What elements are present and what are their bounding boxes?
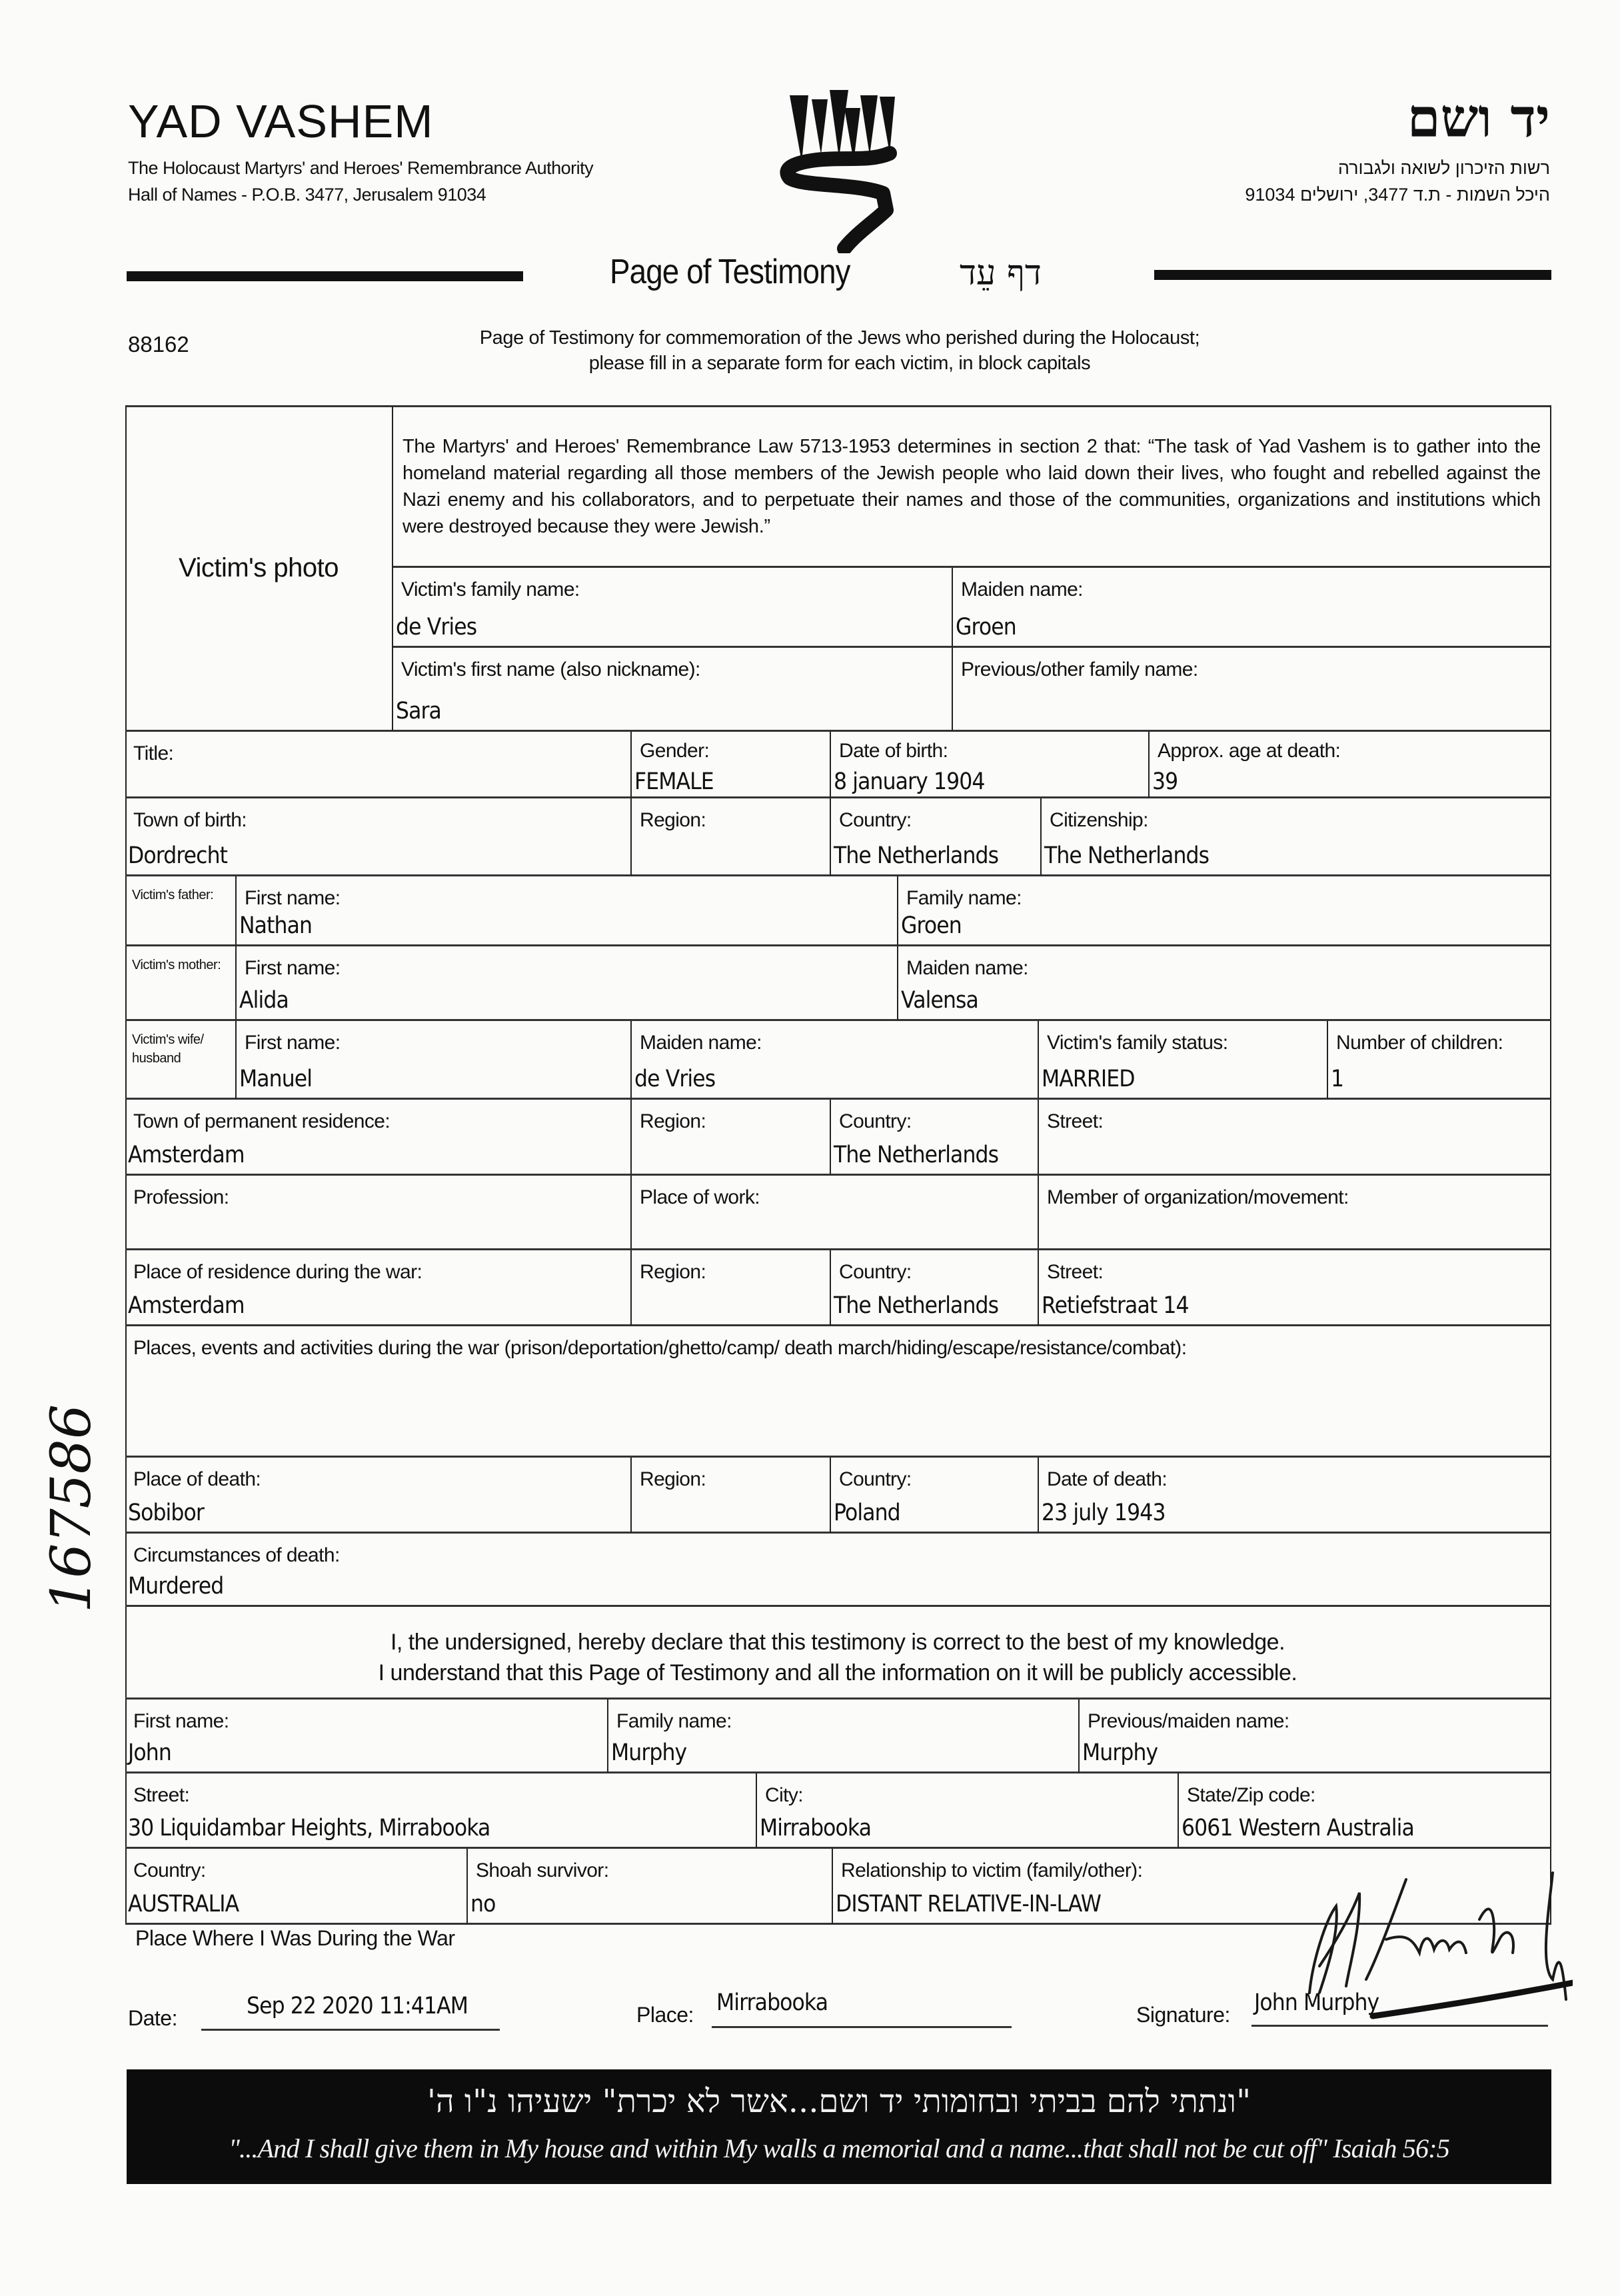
- quote-english: "...And I shall give them in My house and within My walls a memorial and a name...that shall not be cut off" Isaiah 56:5: [229, 2133, 1449, 2163]
- field-label: First name:: [245, 1032, 341, 1054]
- field-label: Profession:: [133, 1186, 229, 1208]
- hebrew-org-address: היכל השמות - ת.ד 3477, ירושלים 91034: [1245, 185, 1550, 205]
- field-value: AUSTRALIA: [128, 1891, 239, 1917]
- submitter-state-zip-field[interactable]: [1179, 1773, 1551, 1849]
- field-value: 8 january 1904: [834, 768, 985, 795]
- page-title-hebrew: דף עֵד: [960, 253, 1042, 293]
- org-address: Hall of Names - P.O.B. 3477, Jerusalem 91034: [128, 185, 486, 205]
- field-value: The Netherlands: [1044, 842, 1210, 869]
- field-value: Retiefstraat 14: [1042, 1292, 1189, 1319]
- field-label: Gender:: [640, 740, 710, 762]
- father-family-name-field[interactable]: [898, 876, 1551, 946]
- victim-age-field[interactable]: [1150, 732, 1551, 798]
- field-label: First name:: [245, 887, 341, 909]
- field-label: Country:: [839, 1261, 912, 1283]
- date-underline: [201, 2029, 500, 2031]
- victim-title-field[interactable]: [125, 732, 632, 798]
- field-label: Previous/other family name:: [961, 658, 1198, 680]
- field-label: Street:: [1047, 1261, 1104, 1283]
- field-label: Street:: [1047, 1110, 1104, 1132]
- title-bar-left: [127, 271, 523, 281]
- law-text: The Martyrs' and Heroes' Remembrance Law 5713-1953 determines in section 2 that: “The task of Yad Vashem is to gather into the homeland material regarding all those members of the Jewish people who laid down their lives, who fought and rebelled against the Nazi enemy and his collaborators, and to perpetuate their names and those of the communities, organizations and institutions which were destroyed because they were Jewish.”: [403, 436, 1541, 537]
- declaration-line-1: I, the undersigned, hereby declare that this testimony is correct to the best of my knowledge.: [390, 1630, 1285, 1655]
- handwritten-margin-number: 167586: [40, 1404, 103, 1613]
- field-value: 30 Liquidambar Heights, Mirrabooka: [128, 1815, 490, 1841]
- page-title: Page of Testimony: [610, 253, 850, 291]
- victim-first-name-field[interactable]: [393, 648, 953, 732]
- place-of-death-field[interactable]: [125, 1458, 632, 1534]
- victim-maiden-name-field[interactable]: [953, 568, 1551, 648]
- submitter-country-field[interactable]: [125, 1849, 468, 1925]
- mother-row-label: [125, 946, 237, 1021]
- declaration-text: [125, 1627, 1550, 1688]
- law-text-box: [393, 407, 1551, 568]
- death-region-field[interactable]: [632, 1458, 831, 1534]
- victim-gender-field[interactable]: [632, 732, 831, 798]
- war-residence-country-field[interactable]: [831, 1250, 1039, 1326]
- field-value: Alida: [239, 987, 289, 1014]
- submitter-first-name-field[interactable]: [125, 1700, 608, 1773]
- mother-first-name-field[interactable]: [237, 946, 898, 1021]
- field-value: no: [470, 1891, 496, 1917]
- field-label: Place of residence during the war:: [133, 1261, 422, 1283]
- father-row-label: [125, 876, 237, 946]
- field-label: Victim's first name (also nickname):: [401, 658, 700, 680]
- place-underline: [712, 2026, 1012, 2028]
- signature-typed-name[interactable]: John Murphy: [1254, 1989, 1379, 2016]
- date-label: Date:: [128, 2006, 177, 2030]
- birth-region-field[interactable]: [632, 798, 831, 876]
- permanent-residence-town-field[interactable]: [125, 1100, 632, 1176]
- shoah-survivor-field[interactable]: [468, 1849, 833, 1925]
- field-label: Country:: [839, 1468, 912, 1490]
- field-label: Maiden name:: [640, 1032, 762, 1054]
- hebrew-org-subtitle: רשות הזיכרון לשואה ולגבורה: [1337, 158, 1550, 178]
- field-label: Approx. age at death:: [1158, 740, 1341, 762]
- field-value: Valensa: [901, 987, 978, 1014]
- organization-field[interactable]: [1039, 1176, 1551, 1250]
- isaiah-quote-banner: [127, 2069, 1551, 2184]
- hebrew-org-name: יד ושם: [1407, 87, 1550, 149]
- circumstances-of-death-field[interactable]: [125, 1534, 1551, 1607]
- submitter-city-field[interactable]: [757, 1773, 1179, 1849]
- field-value: Murphy: [1082, 1739, 1158, 1766]
- number-of-children-field[interactable]: [1328, 1021, 1551, 1100]
- field-value: FEMALE: [634, 768, 714, 795]
- victim-previous-name-field[interactable]: [953, 648, 1551, 732]
- org-subtitle: The Holocaust Martyrs' and Heroes' Remembrance Authority: [128, 158, 594, 178]
- spouse-first-name-field[interactable]: [237, 1021, 632, 1100]
- field-label: Circumstances of death:: [133, 1544, 340, 1566]
- town-of-birth-field[interactable]: [125, 798, 632, 876]
- war-residence-place-field[interactable]: [125, 1250, 632, 1326]
- victim-photo-box[interactable]: [125, 407, 393, 732]
- field-value: Manuel: [239, 1066, 313, 1092]
- field-label: Victim's wife/ husband: [132, 1032, 204, 1066]
- war-residence-street-field[interactable]: [1039, 1250, 1551, 1326]
- family-status-field[interactable]: [1039, 1021, 1328, 1100]
- field-value: Murphy: [611, 1739, 687, 1766]
- field-value: Murdered: [128, 1573, 224, 1600]
- field-label: Region:: [640, 809, 706, 831]
- field-label: City:: [765, 1784, 804, 1806]
- citizenship-field[interactable]: [1042, 798, 1551, 876]
- field-value: Sara: [396, 698, 441, 724]
- instructions-line-1: Page of Testimony for commemoration of the Jews who perished during the Holocaust;: [479, 327, 1200, 349]
- instructions: [373, 325, 1306, 376]
- field-label: Previous/maiden name:: [1088, 1710, 1289, 1732]
- title-bar-right: [1154, 270, 1551, 280]
- field-label: Date of death:: [1047, 1468, 1168, 1490]
- field-value: Groen: [956, 614, 1016, 640]
- mother-maiden-name-field[interactable]: [898, 946, 1551, 1021]
- field-label: State/Zip code:: [1187, 1784, 1315, 1806]
- permanent-residence-region-field[interactable]: [632, 1100, 831, 1176]
- field-value: 39: [1152, 768, 1178, 795]
- field-value: 1: [1331, 1066, 1344, 1092]
- victim-family-name-field[interactable]: [393, 568, 953, 648]
- death-country-field[interactable]: [831, 1458, 1039, 1534]
- profession-field[interactable]: [125, 1176, 632, 1250]
- field-label: Maiden name:: [906, 957, 1028, 979]
- field-label: First name:: [245, 957, 341, 979]
- field-label: Region:: [640, 1261, 706, 1283]
- date-value[interactable]: Sep 22 2020 11:41AM: [247, 1993, 468, 2019]
- field-label: First name:: [133, 1710, 229, 1732]
- field-value: MARRIED: [1042, 1066, 1135, 1092]
- field-label: Country:: [839, 809, 912, 831]
- field-value: de Vries: [396, 614, 477, 640]
- field-value: John: [128, 1739, 171, 1766]
- field-label: Place of work:: [640, 1186, 760, 1208]
- war-residence-region-field[interactable]: [632, 1250, 831, 1326]
- birth-country-field[interactable]: [831, 798, 1042, 876]
- place-during-war-label: Place Where I Was During the War: [135, 1926, 455, 1950]
- field-label: Victim's mother:: [132, 958, 221, 972]
- signature-label: Signature:: [1136, 2003, 1230, 2027]
- field-value: The Netherlands: [834, 1142, 999, 1168]
- field-value: Nathan: [239, 912, 313, 939]
- father-first-name-field[interactable]: [237, 876, 898, 946]
- field-value: de Vries: [634, 1066, 716, 1092]
- quote-hebrew: "ונתתי להם בביתי ובחומותי יד ושם...אשר לא יכרת" ישעיהו נ"ו ה': [426, 2083, 1251, 2120]
- permanent-residence-country-field[interactable]: [831, 1100, 1039, 1176]
- field-label: Victim's family name:: [401, 578, 580, 600]
- field-label: Family name:: [616, 1710, 732, 1732]
- field-label: Number of children:: [1336, 1032, 1503, 1054]
- declaration-line-2: I understand that this Page of Testimony and all the information on it will be publicly accessible.: [378, 1660, 1297, 1686]
- war-events-field[interactable]: [125, 1326, 1551, 1458]
- field-value: Poland: [834, 1500, 900, 1526]
- victim-dob-field[interactable]: [831, 732, 1150, 798]
- form-number: 88162: [128, 332, 189, 357]
- field-label: Region:: [640, 1110, 706, 1132]
- field-label: Town of birth:: [133, 809, 247, 831]
- place-value[interactable]: Mirrabooka: [716, 1989, 828, 2016]
- field-label: Place of death:: [133, 1468, 261, 1490]
- field-label: Title:: [133, 742, 174, 764]
- field-value: Groen: [901, 912, 962, 939]
- field-label: Country:: [133, 1859, 206, 1881]
- field-label: Places, events and activities during the war (prison/deportation/ghetto/camp/ death march/hiding/escape/resistance/combat):: [133, 1337, 1187, 1359]
- field-label: Member of organization/movement:: [1047, 1186, 1349, 1208]
- declaration-box: [125, 1607, 1551, 1700]
- field-value: Dordrecht: [128, 842, 228, 869]
- submitter-street-field[interactable]: [125, 1773, 757, 1849]
- field-value: The Netherlands: [834, 1292, 999, 1319]
- permanent-residence-street-field[interactable]: [1039, 1100, 1551, 1176]
- field-value: Amsterdam: [128, 1292, 245, 1319]
- place-of-work-field[interactable]: [632, 1176, 1039, 1250]
- date-of-death-field[interactable]: [1039, 1458, 1551, 1534]
- field-label: Citizenship:: [1050, 809, 1148, 831]
- field-value: The Netherlands: [834, 842, 999, 869]
- field-label: Relationship to victim (family/other):: [841, 1859, 1143, 1881]
- field-label: Country:: [839, 1110, 912, 1132]
- org-name: YAD VASHEM: [128, 95, 434, 147]
- victim-photo-label: Victim's photo: [178, 553, 339, 582]
- field-label: Region:: [640, 1468, 706, 1490]
- field-value: Amsterdam: [128, 1142, 245, 1168]
- field-value: DISTANT RELATIVE-IN-LAW: [836, 1891, 1101, 1917]
- field-label: Victim's father:: [132, 888, 214, 902]
- org-info: [128, 155, 593, 208]
- field-label: Street:: [133, 1784, 190, 1806]
- instructions-line-2: please fill in a separate form for each victim, in block capitals: [588, 353, 1091, 374]
- field-value: 23 july 1943: [1042, 1500, 1166, 1526]
- field-value: 6061 Western Australia: [1182, 1815, 1414, 1841]
- field-value: Mirrabooka: [760, 1815, 872, 1841]
- place-label: Place:: [636, 2003, 694, 2027]
- field-label: Shoah survivor:: [476, 1859, 609, 1881]
- spouse-maiden-name-field[interactable]: [632, 1021, 1039, 1100]
- submitter-family-name-field[interactable]: [608, 1700, 1080, 1773]
- field-label: Maiden name:: [961, 578, 1083, 600]
- handwritten-signature-icon: [1286, 1866, 1573, 2039]
- field-label: Date of birth:: [839, 740, 948, 762]
- field-label: Town of permanent residence:: [133, 1110, 391, 1132]
- submitter-previous-name-field[interactable]: [1080, 1700, 1551, 1773]
- field-label: Victim's family status:: [1047, 1032, 1228, 1054]
- hebrew-org-info: [1245, 155, 1550, 208]
- spouse-row-label: [125, 1021, 237, 1100]
- menorah-logo-icon: [770, 77, 903, 253]
- field-value: Sobibor: [128, 1500, 204, 1526]
- field-label: Family name:: [906, 887, 1022, 909]
